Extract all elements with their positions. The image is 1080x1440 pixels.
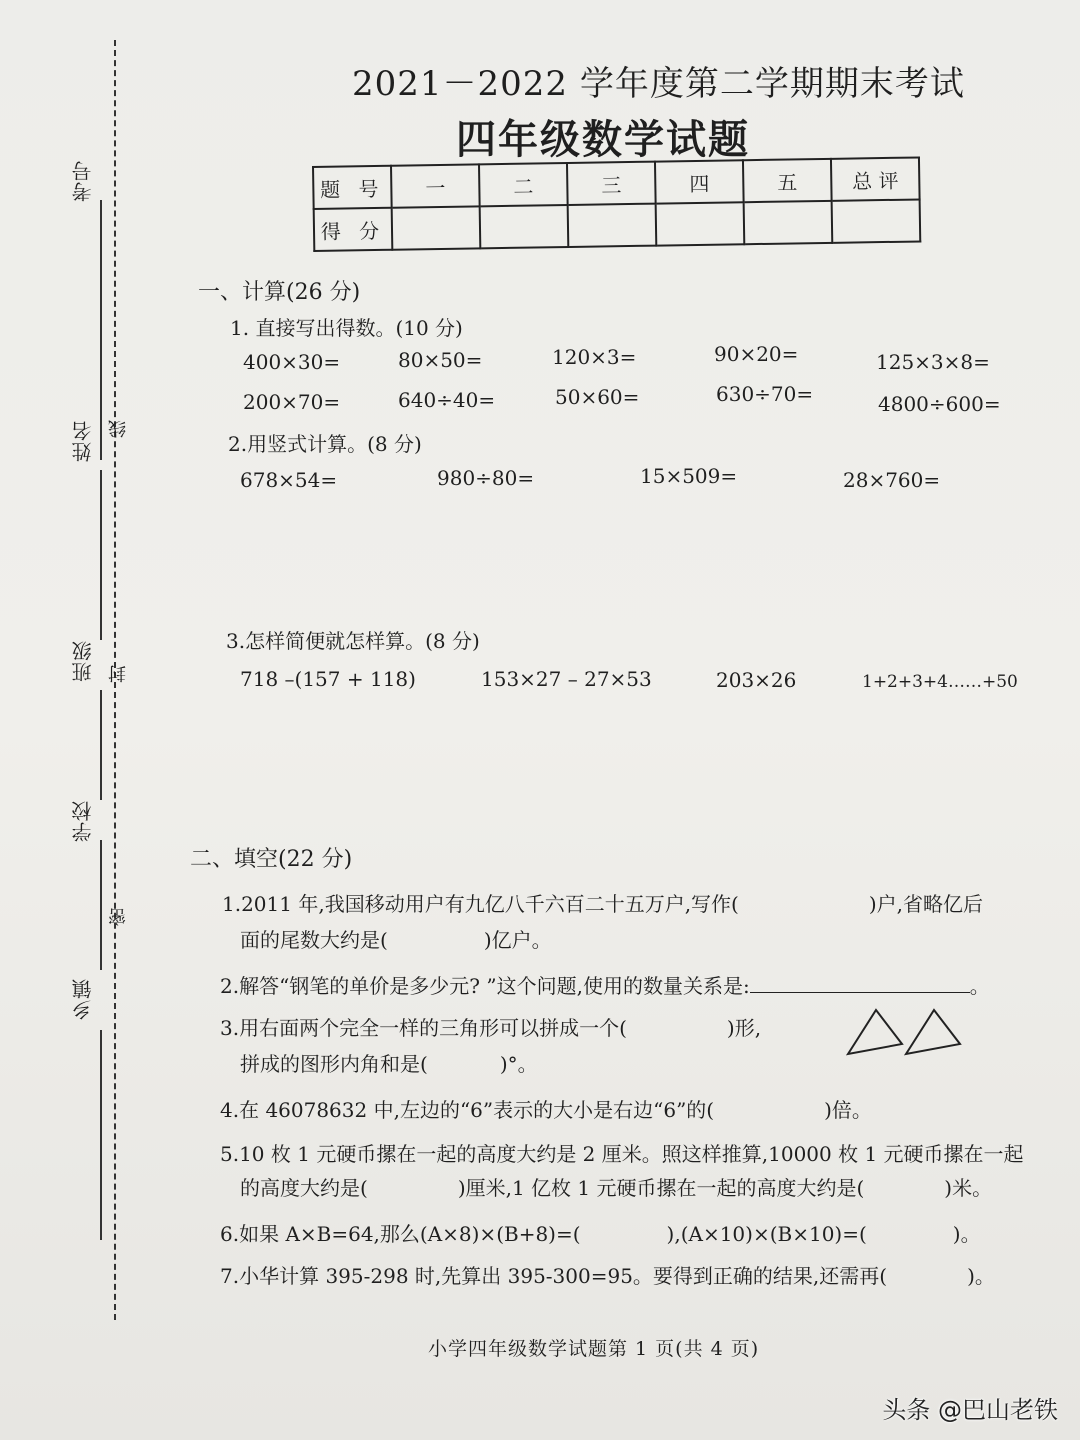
fill-q1-text-c: 面的尾数大约是( [240, 928, 388, 952]
equation: 640÷40= [398, 388, 496, 412]
score-cell[interactable] [656, 202, 745, 245]
equation: 1+2+3+4……+50 [862, 672, 1018, 692]
equation: 15×509= [640, 464, 738, 488]
equation: 200×70= [243, 390, 341, 414]
fill-q6-text-a: 6.如果 A×B=64,那么(A×8)×(B+8)=( [220, 1222, 581, 1246]
section2-heading: 二、填空(22 分) [190, 847, 353, 872]
margin-underline [100, 840, 102, 970]
fill-q5-text-b: 的高度大约是( [240, 1176, 368, 1200]
score-cell[interactable] [392, 206, 481, 249]
equation: 630÷70= [716, 382, 814, 406]
equation: 203×26 [716, 668, 797, 692]
section1-q2-title: 2.用竖式计算。(8 分) [228, 432, 422, 456]
fill-q5-line2 [240, 1172, 992, 1201]
fill-q3-line1 [220, 1012, 761, 1041]
fill-q1-text-d: )亿户。 [483, 928, 552, 952]
score-header-cell: 一 [391, 164, 480, 207]
margin-label-class: 班级 [71, 640, 95, 682]
score-row-label: 得 分 [314, 208, 393, 251]
margin-label-town: 乡镇 [71, 978, 95, 1020]
equation: 980÷80= [437, 466, 535, 490]
score-cell[interactable] [480, 205, 569, 248]
fill-q3-text-b: )形, [726, 1016, 762, 1040]
exam-title: 2021－2022 学年度第二学期期末考试 [352, 64, 965, 104]
margin-underline [100, 690, 102, 800]
score-header-cell: 题 号 [313, 166, 392, 209]
fill-q1-line2 [240, 924, 552, 953]
equation: 678×54= [240, 468, 338, 492]
fill-q5-line1: 5.10 枚 1 元硬币摞在一起的高度大约是 2 厘米。照这样推算,10000 枚 1 元硬币摞在一起 [220, 1142, 1024, 1166]
fill-q7-text-b: )。 [967, 1264, 995, 1288]
equation: 28×760= [843, 468, 941, 492]
fill-q7-text-a: 7.小华计算 395-298 时,先算出 395-300=95。要得到正确的结果,还需再( [220, 1264, 888, 1288]
equation: 90×20= [714, 342, 799, 366]
fill-q6-line [220, 1218, 981, 1247]
fill-q4-text-a: 4.在 46078632 中,左边的“6”表示的大小是右边“6”的( [220, 1098, 715, 1122]
margin-underline [100, 1030, 102, 1240]
exam-subtitle: 四年级数学试题 [456, 116, 750, 163]
equation: 153×27 – 27×53 [481, 667, 652, 691]
margin-mark-seal: 封 [108, 665, 129, 683]
section1-q1-title: 1. 直接写出得数。(10 分) [230, 316, 463, 340]
fill-q1-text-b: )户,省略亿后 [868, 892, 984, 916]
page-footer: 小学四年级数学试题第 1 页(共 4 页) [428, 1338, 760, 1360]
margin-underline [100, 200, 102, 460]
fill-q3-text-a: 3.用右面两个完全一样的三角形可以拼成一个( [220, 1016, 627, 1040]
equation: 718 –(157 + 118) [240, 667, 416, 691]
fill-q5-text-d: )米。 [944, 1176, 993, 1200]
margin-label-exam-no: 考号 [71, 160, 95, 202]
watermark: 头条 @巴山老铁 [882, 1396, 1058, 1424]
fill-q3-line2 [240, 1048, 538, 1077]
triangle-right [906, 1010, 960, 1054]
margin-label-school: 学校 [71, 800, 95, 842]
score-header-cell: 三 [567, 162, 656, 205]
fill-q2-line [220, 970, 990, 999]
equation: 80×50= [398, 348, 483, 372]
section1-q3-title: 3.怎样简便就怎样算。(8 分) [226, 629, 480, 653]
section1-heading: 一、计算(26 分) [198, 280, 361, 305]
equation: 4800÷600= [878, 392, 1001, 416]
answer-blank[interactable] [750, 974, 970, 993]
fill-q6-text-c: )。 [952, 1222, 981, 1246]
fill-q7-line [220, 1260, 995, 1289]
fill-q3-text-c: 拼成的图形内角和是( [240, 1052, 428, 1076]
fill-q1-line1 [222, 888, 983, 917]
score-table [312, 156, 921, 252]
margin-label-name: 姓名 [71, 420, 95, 462]
score-cell[interactable] [744, 201, 833, 244]
score-header-cell: 二 [479, 163, 568, 206]
triangle-left [848, 1010, 902, 1054]
equation: 125×3×8= [876, 350, 990, 374]
margin-mark-secret: 密 [108, 908, 129, 926]
equation: 50×60= [555, 385, 640, 409]
score-header-cell: 四 [655, 160, 744, 203]
equation: 120×3= [552, 345, 637, 369]
fill-q4-line [220, 1094, 872, 1123]
margin-mark-line: 线 [108, 420, 129, 438]
score-cell[interactable] [568, 204, 657, 247]
margin-underline [100, 470, 102, 640]
score-header-cell: 五 [743, 159, 832, 202]
score-header-cell: 总 评 [831, 157, 920, 200]
fill-q5-text-c: )厘米,1 亿枚 1 元硬币摞在一起的高度大约是( [457, 1176, 865, 1200]
score-cell[interactable] [832, 199, 921, 242]
fill-q2-text-a: 2.解答“钢笔的单价是多少元? ”这个问题,使用的数量关系是: [220, 974, 750, 998]
fill-q2-text-b: 。 [969, 974, 990, 998]
equation: 400×30= [243, 350, 341, 374]
two-triangles-figure [840, 1004, 964, 1060]
fill-q1-text-a: 1.2011 年,我国移动用户有九亿八千六百二十五万户,写作( [222, 892, 739, 916]
fill-q4-text-b: )倍。 [824, 1098, 872, 1122]
fill-q6-text-b: ),(A×10)×(B×10)=( [666, 1222, 867, 1246]
fill-q3-text-d: )°。 [499, 1052, 538, 1076]
score-table-score-row [314, 199, 921, 251]
